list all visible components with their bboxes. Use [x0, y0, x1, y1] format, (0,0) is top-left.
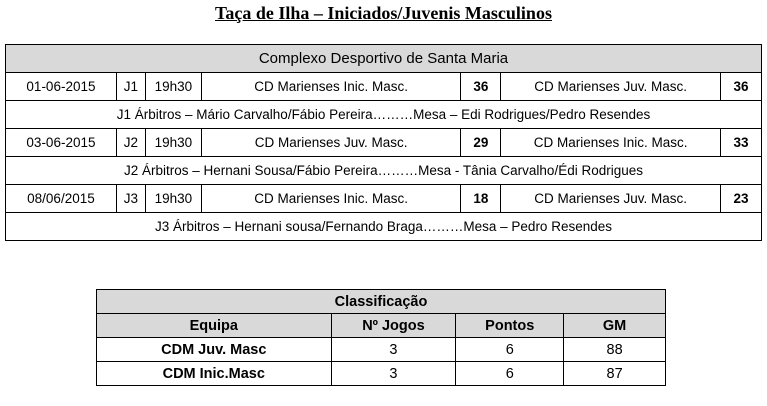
column-header-gm: GM	[564, 314, 666, 338]
home-score: 29	[461, 129, 501, 157]
home-team: CD Marienses Inic. Masc.	[201, 185, 461, 213]
team-name: CDM Juv. Masc	[97, 338, 332, 362]
standings-title: Classificação	[97, 290, 666, 314]
home-score: 36	[461, 73, 501, 101]
points: 6	[456, 362, 564, 386]
away-team: CD Marienses Inic. Masc.	[501, 129, 721, 157]
document-title: Taça de Ilha – Iniciados/Juvenis Masculinos	[215, 3, 552, 23]
match-time: 19h30	[145, 129, 201, 157]
match-date: 08/06/2015	[6, 185, 117, 213]
match-officials: J1 Árbitros – Mário Carvalho/Fábio Pereira………Mesa – Edi Rodrigues/Pedro Resendes	[6, 101, 762, 129]
match-round: J1	[116, 73, 145, 101]
home-team: CD Marienses Juv. Masc.	[201, 129, 461, 157]
match-row	[6, 129, 762, 157]
games-played: 3	[331, 362, 456, 386]
away-score: 33	[721, 129, 762, 157]
home-score: 18	[461, 185, 501, 213]
games-played: 3	[331, 338, 456, 362]
column-header-team: Equipa	[97, 314, 332, 338]
home-team: CD Marienses Inic. Masc.	[201, 73, 461, 101]
match-row	[6, 73, 762, 101]
standings-table	[96, 289, 666, 386]
match-date: 03-06-2015	[6, 129, 117, 157]
venue-header: Complexo Desportivo de Santa Maria	[6, 45, 762, 73]
goals-scored: 88	[564, 338, 666, 362]
goals-scored: 87	[564, 362, 666, 386]
column-header-games: Nº Jogos	[331, 314, 456, 338]
match-time: 19h30	[145, 73, 201, 101]
match-officials: J2 Árbitros – Hernani Sousa/Fábio Pereira………Mesa - Tânia Carvalho/Édi Rodrigues	[6, 157, 762, 185]
match-round: J2	[116, 129, 145, 157]
away-team: CD Marienses Juv. Masc.	[501, 185, 721, 213]
team-name: CDM Inic.Masc	[97, 362, 332, 386]
away-team: CD Marienses Juv. Masc.	[501, 73, 721, 101]
table-row	[97, 362, 666, 386]
games-table	[5, 44, 762, 241]
away-score: 36	[721, 73, 762, 101]
column-header-points: Pontos	[456, 314, 564, 338]
away-score: 23	[721, 185, 762, 213]
match-round: J3	[116, 185, 145, 213]
points: 6	[456, 338, 564, 362]
table-row	[97, 338, 666, 362]
match-officials: J3 Árbitros – Hernani sousa/Fernando Braga………Mesa – Pedro Resendes	[6, 213, 762, 241]
match-time: 19h30	[145, 185, 201, 213]
match-row	[6, 185, 762, 213]
match-date: 01-06-2015	[6, 73, 117, 101]
